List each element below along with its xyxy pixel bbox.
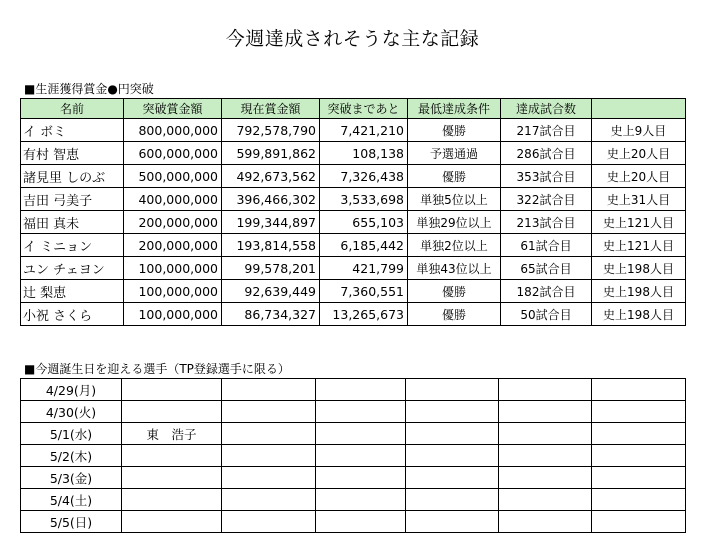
cell-remaining: 13,265,673	[320, 303, 408, 326]
cell-rank: 史上198人目	[592, 257, 686, 280]
table-row	[21, 423, 686, 445]
cell-name: ユン チェヨン	[21, 257, 124, 280]
table-row	[21, 234, 686, 257]
cell-matches: 322試合目	[501, 188, 592, 211]
cell-empty	[406, 445, 499, 467]
cell-date: 5/1(水)	[21, 423, 122, 445]
cell-matches: 50試合目	[501, 303, 592, 326]
cell-threshold: 400,000,000	[124, 188, 222, 211]
cell-condition: 優勝	[408, 119, 501, 142]
cell-empty	[316, 401, 406, 423]
cell-rank: 史上20人目	[592, 142, 686, 165]
cell-name: 吉田 弓美子	[21, 188, 124, 211]
cell-person	[122, 379, 222, 401]
cell-empty	[316, 467, 406, 489]
table-row	[21, 142, 686, 165]
cell-remaining: 6,185,442	[320, 234, 408, 257]
column-header-current: 現在賞金額	[222, 99, 320, 119]
cell-empty	[499, 511, 592, 533]
cell-name: イ ボミ	[21, 119, 124, 142]
cell-threshold: 100,000,000	[124, 257, 222, 280]
table-row	[21, 211, 686, 234]
cell-threshold: 100,000,000	[124, 280, 222, 303]
table-row	[21, 467, 686, 489]
table-row	[21, 445, 686, 467]
cell-matches: 65試合目	[501, 257, 592, 280]
cell-empty	[592, 511, 686, 533]
cell-empty	[222, 445, 316, 467]
table-row	[21, 303, 686, 326]
cell-empty	[592, 401, 686, 423]
cell-name: 諸見里 しのぶ	[21, 165, 124, 188]
cell-date: 5/5(日)	[21, 511, 122, 533]
cell-name: イ ミニョン	[21, 234, 124, 257]
cell-remaining: 7,360,551	[320, 280, 408, 303]
table-row	[21, 257, 686, 280]
cell-condition: 優勝	[408, 303, 501, 326]
cell-matches: 182試合目	[501, 280, 592, 303]
cell-current: 199,344,897	[222, 211, 320, 234]
cell-name: 小祝 さくら	[21, 303, 124, 326]
cell-remaining: 7,326,438	[320, 165, 408, 188]
table-header-row	[21, 99, 686, 119]
prize-money-table	[20, 98, 686, 326]
section-label-prize-money: ■生涯獲得賞金●円突破	[24, 82, 154, 96]
table-row	[21, 401, 686, 423]
cell-empty	[406, 379, 499, 401]
cell-name: 辻 梨恵	[21, 280, 124, 303]
table-row	[21, 280, 686, 303]
cell-empty	[316, 423, 406, 445]
page-title: 今週達成されそうな主な記録	[225, 28, 480, 50]
cell-empty	[499, 445, 592, 467]
cell-empty	[222, 467, 316, 489]
table-row	[21, 511, 686, 533]
column-header-threshold: 突破賞金額	[124, 99, 222, 119]
cell-rank: 史上121人目	[592, 211, 686, 234]
cell-current: 86,734,327	[222, 303, 320, 326]
cell-current: 99,578,201	[222, 257, 320, 280]
cell-date: 5/4(土)	[21, 489, 122, 511]
cell-empty	[499, 401, 592, 423]
cell-rank: 史上198人目	[592, 280, 686, 303]
cell-condition: 単独29位以上	[408, 211, 501, 234]
cell-empty	[316, 489, 406, 511]
cell-empty	[316, 511, 406, 533]
table-row	[21, 165, 686, 188]
cell-empty	[406, 489, 499, 511]
cell-empty	[316, 379, 406, 401]
cell-remaining: 108,138	[320, 142, 408, 165]
cell-condition: 予選通過	[408, 142, 501, 165]
cell-remaining: 7,421,210	[320, 119, 408, 142]
cell-remaining: 655,103	[320, 211, 408, 234]
cell-empty	[316, 445, 406, 467]
cell-empty	[406, 511, 499, 533]
cell-name: 有村 智恵	[21, 142, 124, 165]
column-header-matches: 達成試合数	[501, 99, 592, 119]
cell-person	[122, 445, 222, 467]
cell-matches: 353試合目	[501, 165, 592, 188]
cell-empty	[406, 423, 499, 445]
cell-rank: 史上9人目	[592, 119, 686, 142]
cell-person	[122, 511, 222, 533]
cell-condition: 優勝	[408, 165, 501, 188]
table-row	[21, 188, 686, 211]
cell-current: 792,578,790	[222, 119, 320, 142]
cell-condition: 優勝	[408, 280, 501, 303]
cell-date: 5/2(木)	[21, 445, 122, 467]
cell-condition: 単独2位以上	[408, 234, 501, 257]
table-row	[21, 489, 686, 511]
cell-current: 492,673,562	[222, 165, 320, 188]
cell-rank: 史上198人目	[592, 303, 686, 326]
cell-threshold: 600,000,000	[124, 142, 222, 165]
cell-threshold: 100,000,000	[124, 303, 222, 326]
cell-empty	[592, 467, 686, 489]
table-row	[21, 379, 686, 401]
cell-empty	[406, 401, 499, 423]
column-header-remaining: 突破まであと	[320, 99, 408, 119]
cell-person	[122, 489, 222, 511]
cell-threshold: 800,000,000	[124, 119, 222, 142]
cell-date: 4/29(月)	[21, 379, 122, 401]
cell-threshold: 200,000,000	[124, 234, 222, 257]
cell-rank: 史上121人目	[592, 234, 686, 257]
cell-empty	[222, 379, 316, 401]
cell-empty	[592, 445, 686, 467]
cell-date: 5/3(金)	[21, 467, 122, 489]
cell-empty	[499, 379, 592, 401]
cell-rank: 史上20人目	[592, 165, 686, 188]
cell-current: 599,891,862	[222, 142, 320, 165]
cell-empty	[499, 489, 592, 511]
cell-remaining: 3,533,698	[320, 188, 408, 211]
column-header-name: 名前	[21, 99, 124, 119]
column-header-rank	[592, 99, 686, 119]
cell-rank: 史上31人目	[592, 188, 686, 211]
column-header-condition: 最低達成条件	[408, 99, 501, 119]
cell-empty	[592, 379, 686, 401]
section-label-birthdays: ■今週誕生日を迎える選手（TP登録選手に限る）	[24, 362, 290, 376]
cell-empty	[222, 511, 316, 533]
cell-empty	[222, 489, 316, 511]
cell-condition: 単独43位以上	[408, 257, 501, 280]
cell-matches: 213試合目	[501, 211, 592, 234]
cell-date: 4/30(火)	[21, 401, 122, 423]
cell-empty	[592, 423, 686, 445]
cell-current: 92,639,449	[222, 280, 320, 303]
table-row	[21, 119, 686, 142]
cell-name: 福田 真未	[21, 211, 124, 234]
cell-empty	[499, 423, 592, 445]
cell-empty	[592, 489, 686, 511]
cell-person	[122, 467, 222, 489]
cell-person	[122, 401, 222, 423]
cell-empty	[499, 467, 592, 489]
cell-current: 396,466,302	[222, 188, 320, 211]
cell-condition: 単独5位以上	[408, 188, 501, 211]
cell-empty	[222, 423, 316, 445]
cell-empty	[406, 467, 499, 489]
cell-empty	[222, 401, 316, 423]
cell-matches: 217試合目	[501, 119, 592, 142]
cell-person: 東 浩子	[122, 423, 222, 445]
birthday-table	[20, 378, 686, 533]
cell-threshold: 200,000,000	[124, 211, 222, 234]
cell-matches: 61試合目	[501, 234, 592, 257]
cell-threshold: 500,000,000	[124, 165, 222, 188]
cell-current: 193,814,558	[222, 234, 320, 257]
cell-remaining: 421,799	[320, 257, 408, 280]
cell-matches: 286試合目	[501, 142, 592, 165]
